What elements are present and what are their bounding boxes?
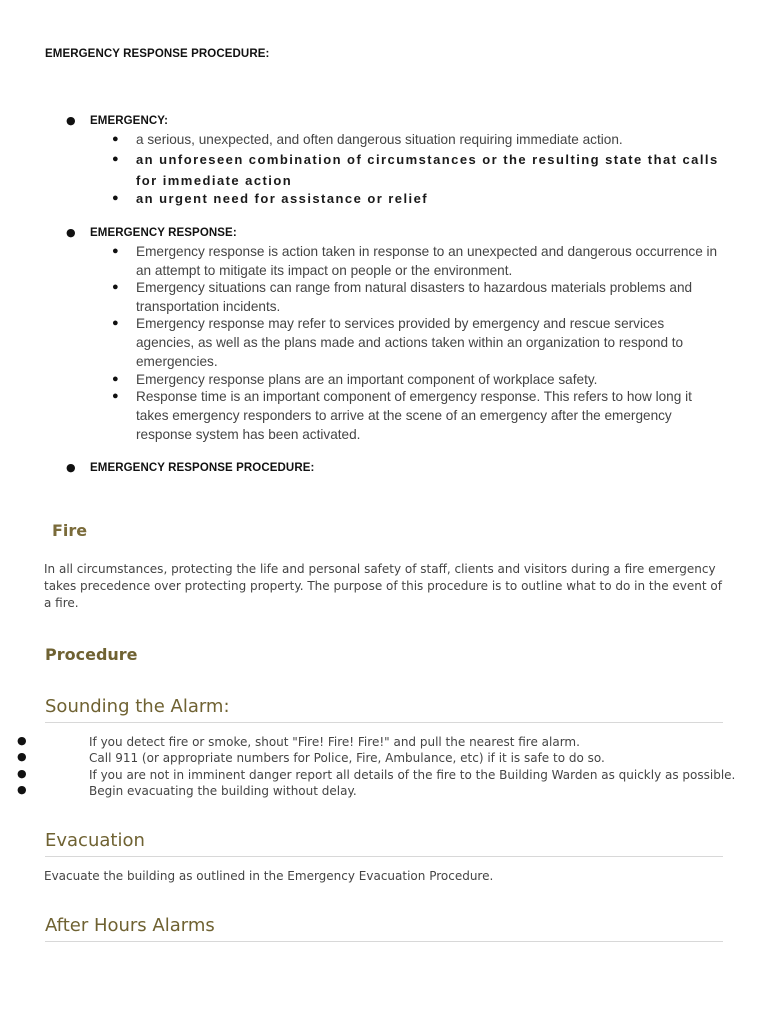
list-item: ● Emergency response may refer to services provided by emergency and rescue services agencies, as well as the plans made and actions taken within an organization to respond to emergencies. [112,316,684,369]
procedure-heading: Procedure [45,645,138,664]
list-item: If you detect fire or smoke, shout "Fire! Fire! Fire!" and pull the nearest fire alarm. [89,735,580,749]
after-hours-heading: After Hours Alarms [45,915,215,936]
section-divider [45,856,723,857]
document-title: EMERGENCY RESPONSE PROCEDURE: [45,48,270,60]
bullet-dot: ● [17,783,27,796]
section-divider [45,722,723,723]
bullet-dot: ● [66,461,76,474]
bullet-dot: ● [112,281,119,293]
procedure-label: EMERGENCY RESPONSE PROCEDURE: [90,462,315,474]
evacuation-text: Evacuate the building as outlined in the Emergency Evacuation Procedure. [44,869,494,883]
bullet-dot: ● [17,767,27,780]
fire-heading: Fire [52,521,88,540]
list-item: ● an unforeseen combination of circumstances or the resulting state that calls for immediate action [136,149,726,191]
bullet-dot: ● [112,317,119,329]
list-item: ● a serious, unexpected, and often dangerous situation requiring immediate action. [112,132,623,147]
bullet-dot: ● [112,133,119,145]
list-item: Call 911 (or appropriate numbers for Police, Fire, Ambulance, etc) if it is safe to do so. [89,751,605,765]
emergency-response-label: EMERGENCY RESPONSE: [90,227,237,239]
evacuation-heading: Evacuation [45,830,145,851]
fire-intro: In all circumstances, protecting the life and personal safety of staff, clients and visitors during a fire emergency takes precedence over protecting property. The purpose of this procedure is to outline what to do in the event of a fire. [44,562,722,610]
bullet-dot: ● [17,750,27,763]
emergency-label: EMERGENCY: [90,115,169,127]
list-item: ● Response time is an important component of emergency response. This refers to how long it takes emergency responders to arrive at the scene of an emergency after the emergency response system has been activated. [112,389,692,442]
list-item: ● Emergency situations can range from natural disasters to hazardous materials problems and transportation incidents. [112,280,693,314]
list-item: ● Emergency response is action taken in response to an unexpected and dangerous occurrence in an attempt to mitigate its impact on people or the environment. [112,244,718,278]
bullet-dot: ● [66,226,76,239]
bullet-dot: ● [112,192,121,204]
bullet-dot: ● [66,114,76,127]
bullet-dot: ● [112,390,119,402]
list-item: ● an urgent need for assistance or relief [112,191,429,206]
section-divider [45,941,723,942]
bullet-dot: ● [112,373,119,385]
bullet-dot: ● [17,734,27,747]
list-item: If you are not in imminent danger report all details of the fire to the Building Warden as quickly as possible. [89,768,736,782]
bullet-dot: ● [112,245,119,257]
bullet-dot: ● [112,153,121,165]
sounding-alarm-heading: Sounding the Alarm: [45,696,230,717]
list-item: ● Emergency response plans are an important component of workplace safety. [112,372,598,387]
list-item: Begin evacuating the building without delay. [89,784,357,798]
